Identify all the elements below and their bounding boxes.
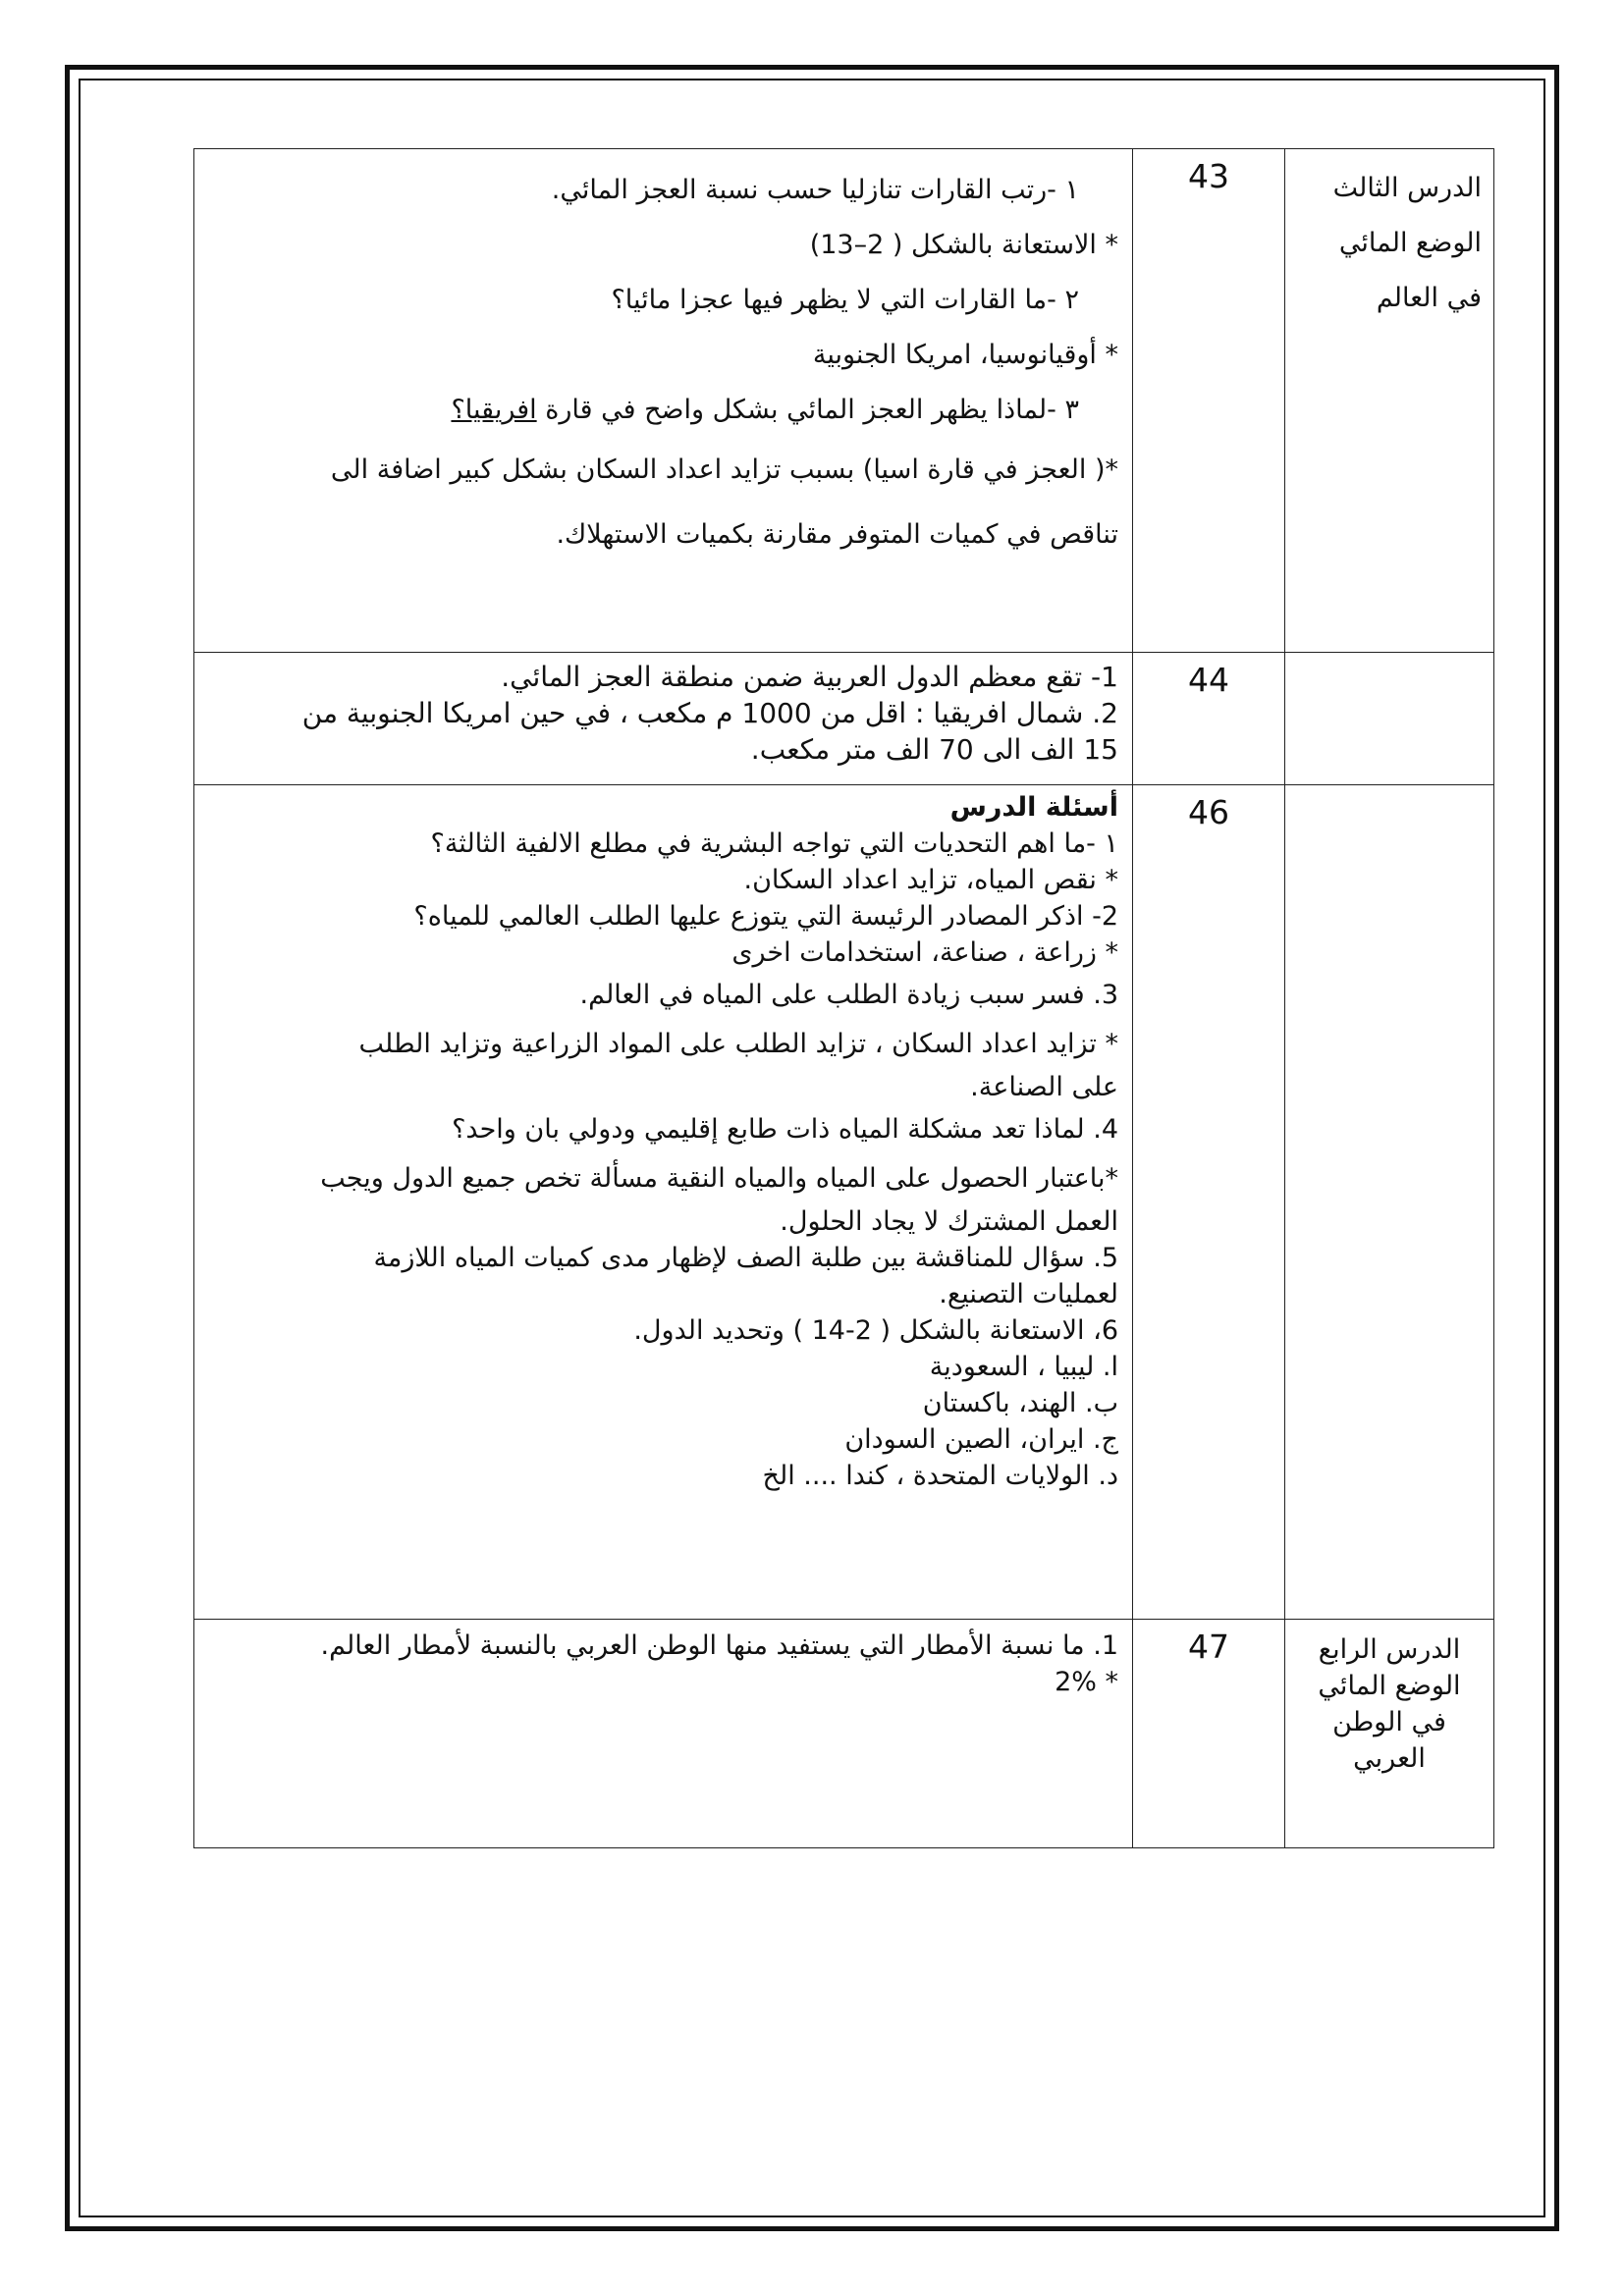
page-number-cell <box>1133 1620 1285 1848</box>
lesson-title-line: الوضع المائي <box>1338 228 1482 258</box>
table-row <box>194 653 1494 785</box>
lesson-title-line: العربي <box>1353 1743 1426 1774</box>
question-line: 1. ما نسبة الأمطار التي يستفيد منها الوطن العربي بالنسبة لأمطار العالم. <box>320 1630 1118 1661</box>
page-number: 46 <box>1188 793 1229 831</box>
page-number: 44 <box>1188 661 1229 699</box>
answer-line: 1- تقع معظم الدول العربية ضمن منطقة العجز المائي. <box>501 661 1118 693</box>
question-line: 5. سؤال للمناقشة بين طلبة الصف لإظهار مدى كميات المياه اللازمة <box>373 1243 1118 1273</box>
question-text: ٣ -لماذا يظهر العجز المائي بشكل واضح في قارة <box>545 395 1079 425</box>
answer-line: * أوقيانوسيا، امريكا الجنوبية <box>812 340 1118 370</box>
underlined-word: افريقيا؟ <box>451 395 537 425</box>
page-number-cell <box>1133 653 1285 785</box>
answer-line: * نقص المياه، تزايد اعداد السكان. <box>743 865 1118 895</box>
answer-line: ج. ايران، الصين السودان <box>844 1424 1118 1455</box>
answer-line: ب. الهند، باكستان <box>922 1388 1118 1418</box>
question-line: 2- اذكر المصادر الرئيسة التي يتوزع عليها الطلب العالمي للمياه؟ <box>413 901 1118 932</box>
lesson-title-line: في الوطن <box>1332 1707 1446 1737</box>
question-line: ٢ -ما القارات التي لا يظهر فيها عجزا مائيا؟ <box>611 285 1079 315</box>
table-row <box>194 149 1494 653</box>
content-cell <box>194 785 1133 1620</box>
lesson-title-line: الوضع المائي <box>1318 1671 1461 1701</box>
content-cell <box>194 149 1133 653</box>
table-row <box>194 785 1494 1620</box>
lesson-title-line: الدرس الثالث <box>1332 173 1482 203</box>
answer-line: * الاستعانة بالشكل ( 2–13) <box>809 230 1118 260</box>
section-heading: أسئلة الدرس <box>949 792 1118 823</box>
lesson-title-cell <box>1285 1620 1494 1848</box>
answer-line: العمل المشترك لا يجاد الحلول. <box>780 1206 1118 1237</box>
answer-line: على الصناعة. <box>970 1072 1118 1102</box>
question-line <box>202 383 1118 438</box>
answer-line: *باعتبار الحصول على المياه والمياه النقية مسألة تخص جميع الدول ويجب <box>320 1163 1118 1194</box>
lesson-title-cell <box>1285 149 1494 653</box>
page-number-cell <box>1133 149 1285 653</box>
answer-line: د. الولايات المتحدة ، كندا .... الخ <box>762 1461 1118 1491</box>
question-line: لعمليات التصنيع. <box>939 1279 1118 1309</box>
lesson-title-cell <box>1285 785 1494 1620</box>
answer-line: 15 الف الى 70 الف متر مكعب. <box>750 733 1118 766</box>
answer-line: * تزايد اعداد السكان ، تزايد الطلب على المواد الزراعية وتزايد الطلب <box>358 1029 1118 1059</box>
question-line: ١ -ما اهم التحديات التي تواجه البشرية في مطلع الالفية الثالثة؟ <box>430 828 1118 859</box>
answer-line: * زراعة ، صناعة، استخدامات اخرى <box>731 937 1118 968</box>
page-number-cell <box>1133 785 1285 1620</box>
content-cell <box>194 1620 1133 1848</box>
answer-line: 2. شمال افريقيا : اقل من 1000 م مكعب ، في حين امريكا الجنوبية من <box>301 697 1118 729</box>
lesson-table <box>193 148 1494 1848</box>
lesson-title-line: في العالم <box>1376 283 1482 313</box>
lesson-title-cell <box>1285 653 1494 785</box>
table-row <box>194 1620 1494 1848</box>
answer-line: *( العجز في قارة اسيا) بسبب تزايد اعداد السكان بشكل كبير اضافة الى <box>330 454 1118 485</box>
page-number: 47 <box>1188 1628 1229 1666</box>
answer-line: تناقص في كميات المتوفر مقارنة بكميات الاستهلاك. <box>556 519 1118 550</box>
lesson-title-line: الدرس الرابع <box>1318 1634 1461 1665</box>
question-line: 3. فسر سبب زيادة الطلب على المياه في العالم. <box>579 980 1118 1010</box>
page-number: 43 <box>1188 157 1229 195</box>
answer-line: * 2% <box>1055 1667 1118 1697</box>
question-line: 6، الاستعانة بالشكل ( 2-14 ) وتحديد الدول. <box>633 1315 1118 1346</box>
question-line: 4. لماذا تعد مشكلة المياه ذات طابع إقليمي ودولي بان واحد؟ <box>452 1114 1118 1145</box>
content-cell <box>194 653 1133 785</box>
question-line: ١ -رتب القارات تنازليا حسب نسبة العجز المائي. <box>551 175 1079 205</box>
answer-line: ا. ليبيا ، السعودية <box>929 1352 1118 1382</box>
